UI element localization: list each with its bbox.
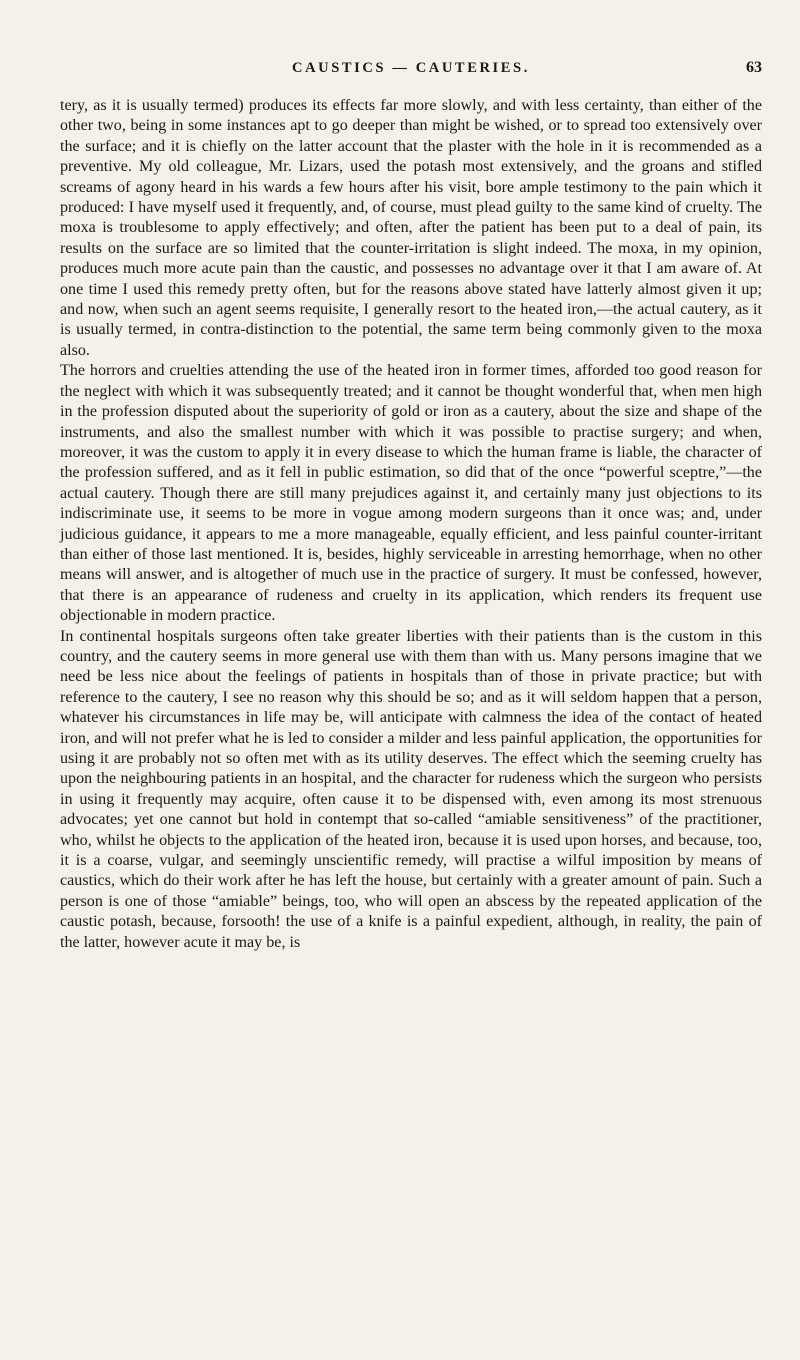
paragraph: In continental hospitals surgeons often take greater liberties with their patients than is the custom in this country, and the cautery seems in more general use with them than with us. Many persons imagine that we need be less nice about the feelings of patients in hospitals than of those in private practice; but with reference to the cautery, I see no reason why this should be so; and as it will seldom happen that a person, whatever his circumstances in life may be, will anticipate with calmness the idea of the contact of heated iron, and will not prefer what he is led to consider a milder and less painful application, the opportunities for using it are probably not so often met with as its utility deserves. The effect which the seeming cruelty has upon the neighbouring patients in an hospital, and the character for rudeness which the surgeon who persists in using it frequently may acquire, often cause it to be dispensed with, even among its most strenuous advocates; yet one cannot but hold in contempt that so-called “amiable sensitiveness” of the practitioner, who, whilst he objects to the application of the heated iron, because it is used upon horses, and because, too, it is a coarse, vulgar, and seemingly unscientific remedy, will practise a wilful imposition by means of caustics, which do their work after he has left the house, but certainly with a greater amount of pain. Such a person is one of those “amiable” beings, too, who will open an abscess by the repeated application of the caustic potash, because, forsooth! the use of a knife is a painful expedient, although, in reality, the pain of the latter, however acute it may be, is (60, 627, 762, 951)
book-page (60, 60, 762, 953)
paragraph: The horrors and cruelties attending the use of the heated iron in former times, afforded too good reason for the neglect with which it was subsequently treated; and it cannot be thought wonderful that, when men high in the profession disputed about the superiority of gold or iron as a cautery, about the size and shape of the instruments, and also the smallest number with which it was possible to practise surgery; and when, moreover, it was the custom to apply it in every disease to which the human frame is liable, the character of the profession suffered, and as it fell in public estimation, so did that of the once “powerful sceptre,”—the actual cautery. Though there are still many prejudices against it, and certainly many just objections to its indiscriminate use, it seems to be more in vogue among modern surgeons than it once was; and, under judicious guidance, it appears to me a more manageable, equally efficient, and less painful counter-irritant than either of those last mentioned. It is, besides, highly serviceable in arresting hemorrhage, when no other means will answer, and is altogether of much use in the practice of surgery. It must be confessed, however, that there is an appearance of rudeness and cruelty in its application, which renders its frequent use objectionable in modern practice. (60, 362, 762, 625)
body-text (60, 96, 762, 953)
paragraph: tery, as it is usually termed) produces its effects far more slowly, and with less certainty, than either of the other two, being in some instances apt to go deeper than might be wished, or to spread too extensively over the surface; and it is chiefly on the latter account that the plaster with the hole in it is recommended as a preventive. My old colleague, Mr. Lizars, used the potash most extensively, and the groans and stifled screams of agony heard in his wards a few hours after his visit, bore ample testimony to the pain which it produced: I have myself used it frequently, and, of course, must plead guilty to the same kind of cruelty. The moxa is troublesome to apply effectively; and often, after the patient has been put to a deal of pain, its results on the surface are so limited that the counter-irritation is slight indeed. The moxa, in my opinion, produces much more acute pain than the caustic, and possesses no advantage over it that I am aware of. At one time I used this remedy pretty often, but for the reasons above stated have latterly almost given it up; and now, when such an agent seems requisite, I generally resort to the heated iron,—the actual cautery, as it is usually termed, in contra-distinction to the potential, the same term being commonly given to the moxa also. (60, 97, 762, 359)
page-header (60, 60, 762, 88)
page-number: 63 (746, 59, 762, 76)
running-head: CAUSTICS — CAUTERIES. (292, 60, 530, 76)
